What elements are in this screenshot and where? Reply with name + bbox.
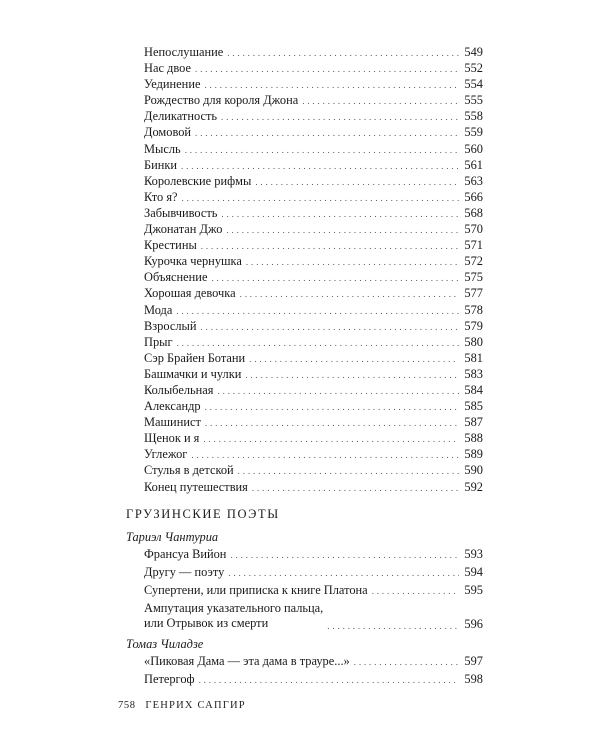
entry-title: Углежог bbox=[144, 447, 188, 462]
toc-entry bbox=[125, 350, 483, 366]
toc-entry bbox=[125, 237, 483, 253]
entry-page: 554 bbox=[464, 77, 483, 92]
entry-title: Взрослый bbox=[144, 318, 197, 333]
dot-leader bbox=[201, 238, 459, 252]
toc-entry bbox=[125, 479, 483, 495]
entry-page: 571 bbox=[464, 238, 483, 253]
entry-page: 559 bbox=[464, 125, 483, 140]
entry-title: Колыбельная bbox=[144, 382, 214, 397]
toc-entry bbox=[125, 366, 483, 382]
toc-entry bbox=[125, 382, 483, 398]
section-heading: ГРУЗИНСКИЕ ПОЭТЫ bbox=[126, 506, 280, 521]
entry-page: 589 bbox=[464, 447, 483, 462]
entry-title: Конец путешествия bbox=[144, 479, 248, 494]
dot-leader bbox=[372, 583, 459, 597]
toc-entry bbox=[125, 462, 483, 478]
entry-page: 558 bbox=[464, 109, 483, 124]
toc-entry bbox=[125, 285, 483, 301]
entry-page: 578 bbox=[464, 302, 483, 317]
toc-entry bbox=[125, 92, 483, 108]
toc-entry bbox=[125, 334, 483, 350]
toc-entry bbox=[125, 205, 483, 221]
entry-page: 594 bbox=[464, 565, 483, 580]
entry-title: Мысль bbox=[144, 141, 181, 156]
dot-leader bbox=[205, 415, 459, 429]
dot-leader bbox=[255, 174, 459, 188]
dot-leader bbox=[185, 142, 459, 156]
toc-entry bbox=[125, 141, 483, 157]
toc-entry bbox=[125, 302, 483, 318]
entry-page: 598 bbox=[464, 672, 483, 686]
entry-title: Александр bbox=[144, 399, 201, 414]
entry-title-line: Ампутация указательного пальца, bbox=[144, 600, 324, 615]
dot-leader bbox=[201, 319, 460, 333]
entry-page: 563 bbox=[464, 173, 483, 188]
dot-leader bbox=[227, 45, 459, 59]
entry-title: Бинки bbox=[144, 157, 178, 172]
entry-page: 583 bbox=[464, 366, 483, 381]
dot-leader bbox=[228, 565, 459, 579]
entry-title: Супертени, или приписка к книге Платона bbox=[144, 583, 368, 598]
toc-entry bbox=[125, 318, 483, 334]
entry-page: 581 bbox=[464, 350, 483, 365]
entry-title: Стулья в детской bbox=[144, 463, 234, 478]
toc-entry bbox=[125, 671, 483, 687]
entry-page: 595 bbox=[464, 583, 483, 598]
entry-title: Джонатан Джо bbox=[144, 222, 223, 237]
dot-leader bbox=[252, 480, 459, 494]
entry-title: Прыг bbox=[144, 334, 173, 349]
dot-leader bbox=[195, 61, 459, 75]
dot-leader bbox=[218, 383, 460, 397]
dot-leader bbox=[211, 270, 459, 284]
toc-entry bbox=[125, 653, 483, 669]
dot-leader bbox=[302, 93, 459, 107]
entry-title: Кто я? bbox=[144, 189, 178, 204]
page-footer bbox=[118, 700, 246, 711]
toc-entry bbox=[125, 430, 483, 446]
toc-entry bbox=[125, 582, 483, 598]
entry-title: Рождество для короля Джона bbox=[144, 93, 299, 108]
entry-title: Непослушание bbox=[144, 45, 224, 59]
entry-page: 575 bbox=[464, 270, 483, 285]
entry-title: Другу — поэту bbox=[144, 565, 225, 580]
author-name: Томаз Чиладзе bbox=[126, 636, 204, 651]
entry-page: 579 bbox=[464, 318, 483, 333]
dot-leader bbox=[181, 158, 459, 172]
entry-title: Машинист bbox=[144, 415, 201, 430]
dot-leader bbox=[354, 654, 459, 668]
table-of-contents bbox=[125, 44, 483, 689]
dot-leader bbox=[240, 286, 459, 300]
entry-page: 592 bbox=[464, 479, 483, 494]
entry-page: 584 bbox=[464, 382, 483, 397]
entry-page: 587 bbox=[464, 415, 483, 430]
entry-page: 588 bbox=[464, 431, 483, 446]
dot-leader bbox=[199, 672, 459, 686]
dot-leader bbox=[249, 351, 459, 365]
toc-entry bbox=[125, 414, 483, 430]
entry-title: Деликатность bbox=[144, 109, 218, 124]
entry-title: Крестины bbox=[144, 238, 197, 253]
toc-entry bbox=[125, 398, 483, 414]
dot-leader bbox=[230, 547, 459, 561]
footer-page-number: 758 bbox=[118, 700, 136, 711]
entry-page: 572 bbox=[464, 254, 483, 269]
entry-page: 585 bbox=[464, 399, 483, 414]
entry-title bbox=[144, 601, 323, 632]
entry-page: 552 bbox=[464, 61, 483, 76]
toc-entry bbox=[125, 124, 483, 140]
dot-leader bbox=[204, 77, 459, 91]
toc-entry bbox=[125, 173, 483, 189]
entry-page: 597 bbox=[464, 653, 483, 668]
entry-page: 555 bbox=[464, 93, 483, 108]
toc-entry bbox=[125, 44, 483, 60]
entry-title: Курочка чернушка bbox=[144, 254, 242, 269]
entry-page: 560 bbox=[464, 141, 483, 156]
toc-entry bbox=[125, 446, 483, 462]
entry-page: 566 bbox=[464, 189, 483, 204]
entry-page: 577 bbox=[464, 286, 483, 301]
dot-leader bbox=[205, 399, 459, 413]
entry-title: Хорошая девочка bbox=[144, 286, 236, 301]
toc-entry bbox=[125, 189, 483, 205]
toc-entry bbox=[125, 157, 483, 173]
dot-leader bbox=[191, 447, 459, 461]
entry-title: Объяснение bbox=[144, 270, 208, 285]
entry-page: 561 bbox=[464, 157, 483, 172]
toc-entry bbox=[125, 76, 483, 92]
dot-leader bbox=[221, 109, 459, 123]
entry-page: 593 bbox=[464, 546, 483, 561]
entry-page: 568 bbox=[464, 205, 483, 220]
author-name: Тариэл Чантуриа bbox=[126, 529, 219, 544]
toc-entry bbox=[125, 546, 483, 562]
toc-entry bbox=[125, 60, 483, 76]
entry-title: Домовой bbox=[144, 125, 192, 140]
entry-title: Петергоф bbox=[144, 672, 195, 686]
footer-author: ГЕНРИХ САПГИР bbox=[145, 700, 246, 711]
toc-entry bbox=[125, 269, 483, 285]
entry-page: 570 bbox=[464, 222, 483, 237]
dot-leader bbox=[327, 618, 459, 632]
dot-leader bbox=[176, 303, 459, 317]
entry-page: 549 bbox=[464, 45, 483, 59]
toc-entry bbox=[125, 564, 483, 580]
entry-title: Забывчивость bbox=[144, 205, 218, 220]
entry-page: 590 bbox=[464, 463, 483, 478]
entry-page: 580 bbox=[464, 334, 483, 349]
dot-leader bbox=[226, 222, 459, 236]
toc-entry bbox=[125, 253, 483, 269]
dot-leader bbox=[246, 254, 459, 268]
entry-title-line: или Отрывок из смерти bbox=[144, 616, 269, 631]
entry-title: Уединение bbox=[144, 77, 201, 92]
entry-title: Щенок и я bbox=[144, 431, 200, 446]
dot-leader bbox=[238, 463, 459, 477]
dot-leader bbox=[221, 206, 459, 220]
dot-leader bbox=[195, 125, 459, 139]
entry-title: «Пиковая Дама — эта дама в трауре...» bbox=[144, 653, 350, 668]
entry-title: Франсуа Вийон bbox=[144, 546, 227, 561]
toc-entry bbox=[125, 221, 483, 237]
toc-entry bbox=[125, 601, 483, 632]
entry-title: Нас двое bbox=[144, 61, 191, 76]
dot-leader bbox=[182, 190, 459, 204]
dot-leader bbox=[245, 367, 459, 381]
entry-title: Сэр Брайен Ботани bbox=[144, 350, 246, 365]
entry-title: Королевские рифмы bbox=[144, 173, 252, 188]
entry-title: Мода bbox=[144, 302, 173, 317]
toc-entry bbox=[125, 108, 483, 124]
entry-title: Башмачки и чулки bbox=[144, 366, 242, 381]
entry-page: 596 bbox=[464, 616, 483, 631]
dot-leader bbox=[203, 431, 459, 445]
dot-leader bbox=[177, 335, 459, 349]
